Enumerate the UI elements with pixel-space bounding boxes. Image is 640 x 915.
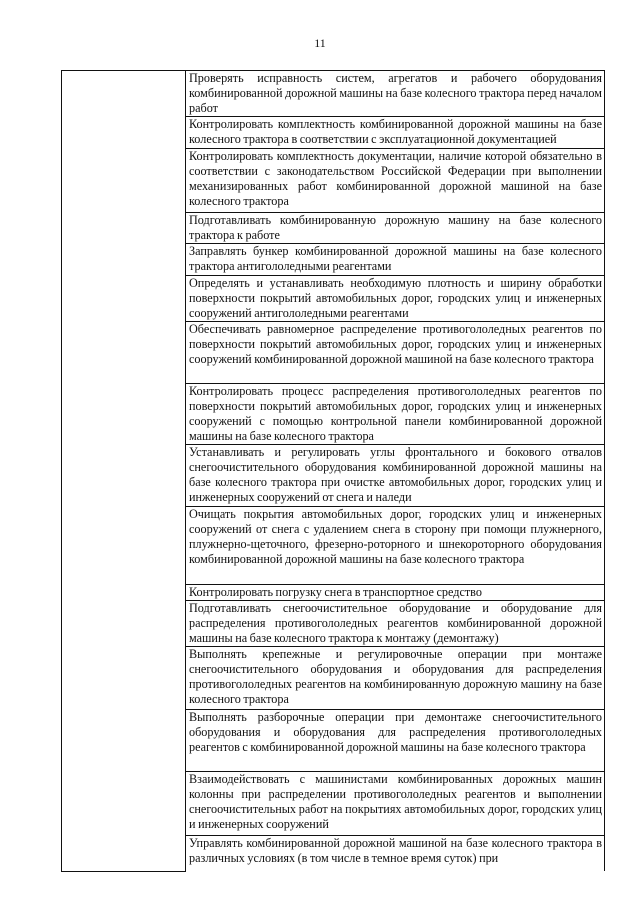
duty-text: Определять и устанавливать необходимую плотность и ширину обработки поверхности покрытий автомобильных дорог, городских улиц и инженерных сооружений антигололедными реагентами — [186, 276, 605, 322]
duty-text: Управлять комбинированной дорожной машиной на базе колесного трактора в различных условиях (в том числе в темное время суток) при — [186, 836, 605, 872]
duty-text: Контролировать комплектность документации, наличие которой обязательно в соответствии с законодательством Российской Федерации при выполнении механизированных работ комбинированной дорожной машиной на базе колесного трактора — [186, 149, 605, 213]
duty-text: Подготавливать снегоочистительное оборудование и оборудование для распределения противогололедных реагентов комбинированной дорожной машины на базе колесного трактора к монтажу (демонтажу) — [186, 601, 605, 647]
duty-text: Обеспечивать равномерное распределение противогололедных реагентов по поверхности покрытий автомобильных дорог, городских улиц и инженерных сооружений комбинированной дорожной машиной на базе колесного трактора — [186, 322, 605, 384]
duty-text: Контролировать погрузку снега в транспортное средство — [186, 585, 605, 601]
duty-text: Выполнять крепежные и регулировочные операции при монтаже снегоочистительного оборудования и оборудования для распределения противогололедных реагентов на комбинированную дорожную машину на базе колесного трактора — [186, 647, 605, 710]
duty-text: Контролировать процесс распределения противогололедных реагентов по поверхности покрытий автомобильных дорог, городских улиц и инженерных сооружений с помощью контрольной панели комбинированной дорожной машины на базе колесного трактора — [186, 384, 605, 445]
duty-text: Взаимодействовать с машинистами комбинированных дорожных машин колонны при распределении противогололедных реагентов и выполнении снегоочистительных работ на покрытиях автомобильных дорог, городских улиц и инженерных сооружений — [186, 772, 605, 836]
duty-text: Подготавливать комбинированную дорожную машину на базе колесного трактора к работе — [186, 213, 605, 244]
labor-actions-label-cell — [62, 71, 186, 872]
duty-text: Выполнять разборочные операции при демонтаже снегоочистительного оборудования и оборудования для распределения противогололедных реагентов с комбинированной дорожной машины на базе колесного трактора — [186, 710, 605, 772]
duty-text: Устанавливать и регулировать углы фронтального и бокового отвалов снегоочистительного оборудования комбинированной дорожной машины на базе колесного трактора при очистке автомобильных дорог, городских улиц и инженерных сооружений от снега и наледи — [186, 445, 605, 507]
page-number: 11 — [314, 36, 326, 50]
duty-text: Контролировать комплектность комбинированной дорожной машины на базе колесного трактора в соответствии с эксплуатационной документацией — [186, 117, 605, 149]
duty-text: Заправлять бункер комбинированной дорожной машины на базе колесного трактора антигололедными реагентами — [186, 244, 605, 276]
duty-text: Очищать покрытия автомобильных дорог, городских улиц и инженерных сооружений от снега с удалением снега в сторону при помощи плужнерного, плужнерно-щеточного, фрезерно-роторного и шнекороторного оборудования комбинированной дорожной машины на базе колесного трактора — [186, 507, 605, 585]
table-row — [62, 71, 605, 117]
labor-actions-table — [61, 70, 605, 872]
duty-text: Проверять исправность систем, агрегатов и рабочего оборудования комбинированной дорожной машины на базе колесного трактора перед началом работ — [186, 71, 605, 117]
